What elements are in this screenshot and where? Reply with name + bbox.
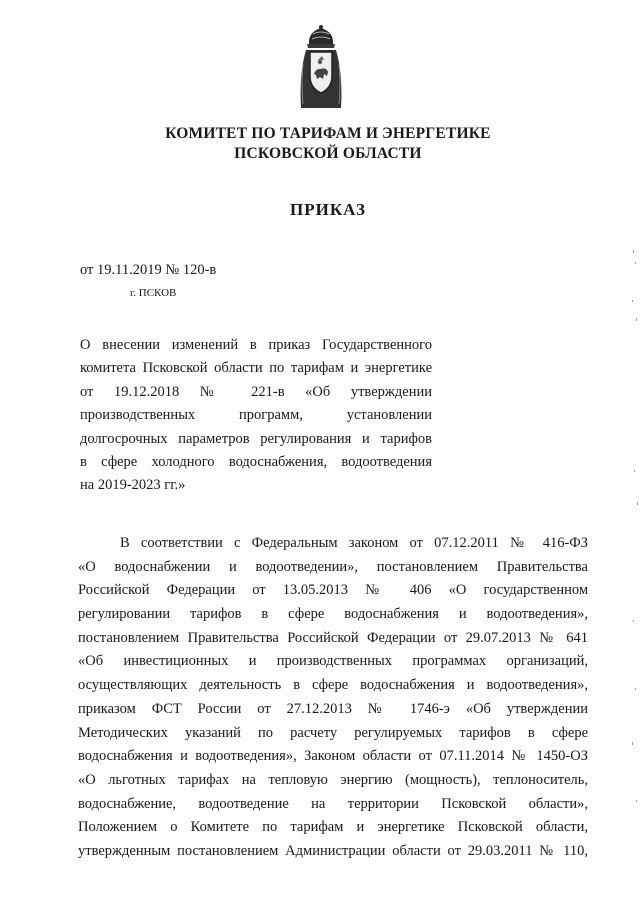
body-line: регулировании тарифов в сфере водоснабжения и водоотведения», xyxy=(78,606,588,623)
body-line: утвержденным постановлением Администрации области от 29.03.2011 № 110, xyxy=(78,842,588,859)
body-line: водоснабжение, водоотведение на территории Псковской области», xyxy=(78,795,588,812)
body-line: постановлением Правительства Российской Федерации от 29.07.2013 № 641 xyxy=(78,629,588,646)
body-line: осуществляющих деятельность в сфере водоснабжения и водоотведения», xyxy=(78,677,588,694)
scan-edge-noise xyxy=(626,0,640,905)
body-line: приказом ФСТ России от 27.12.2013 № 1746-э «Об утверждении xyxy=(78,700,588,717)
body-line: «О льготных тарифах на тепловую энергию (мощность), теплоноситель, xyxy=(78,771,588,788)
coat-of-arms-icon xyxy=(296,24,346,110)
order-date-number: от 19.11.2019 № 120-в xyxy=(80,262,217,278)
subject-line: О внесении изменений в приказ Государственного xyxy=(80,337,432,353)
subject-line: долгосрочных параметров регулирования и тарифов xyxy=(80,430,432,447)
body-line: «О водоснабжении и водоотведении», постановлением Правительства xyxy=(78,558,588,575)
organization-name-line1: КОМИТЕТ ПО ТАРИФАМ И ЭНЕРГЕТИКЕ xyxy=(165,125,491,142)
body-line: Российской Федерации от 13.05.2013 № 406 «О государственном xyxy=(78,582,588,599)
order-subject xyxy=(80,334,432,498)
body-line: Положением о Комитете по тарифам и энергетике Псковской области, xyxy=(78,819,588,836)
order-city: г. ПСКОВ xyxy=(130,287,177,299)
body-line: Методических указаний по расчету регулируемых тарифов в сфере xyxy=(78,724,588,741)
body-line: В соответствии с Федеральным законом от 07.12.2011 № 416-ФЗ xyxy=(120,535,588,551)
order-body-text xyxy=(78,532,588,864)
subject-line: на 2019-2023 гг.» xyxy=(80,477,186,494)
subject-line: производственных программ, установлении xyxy=(80,407,432,424)
organization-name-line2: ПСКОВСКОЙ ОБЛАСТИ xyxy=(234,145,422,162)
subject-line: комитета Псковской области по тарифам и энергетике xyxy=(80,360,432,377)
body-line: водоснабжения и водоотведения», Законом области от 07.11.2014 № 1450-ОЗ xyxy=(78,748,588,765)
subject-line: в сфере холодного водоснабжения, водоотведения xyxy=(80,453,432,470)
subject-line: от 19.12.2018 № 221-в «Об утверждении xyxy=(80,383,432,400)
document-title: ПРИКАЗ xyxy=(290,200,366,219)
body-line: «Об инвестиционных и производственных программах организаций, xyxy=(78,653,588,670)
